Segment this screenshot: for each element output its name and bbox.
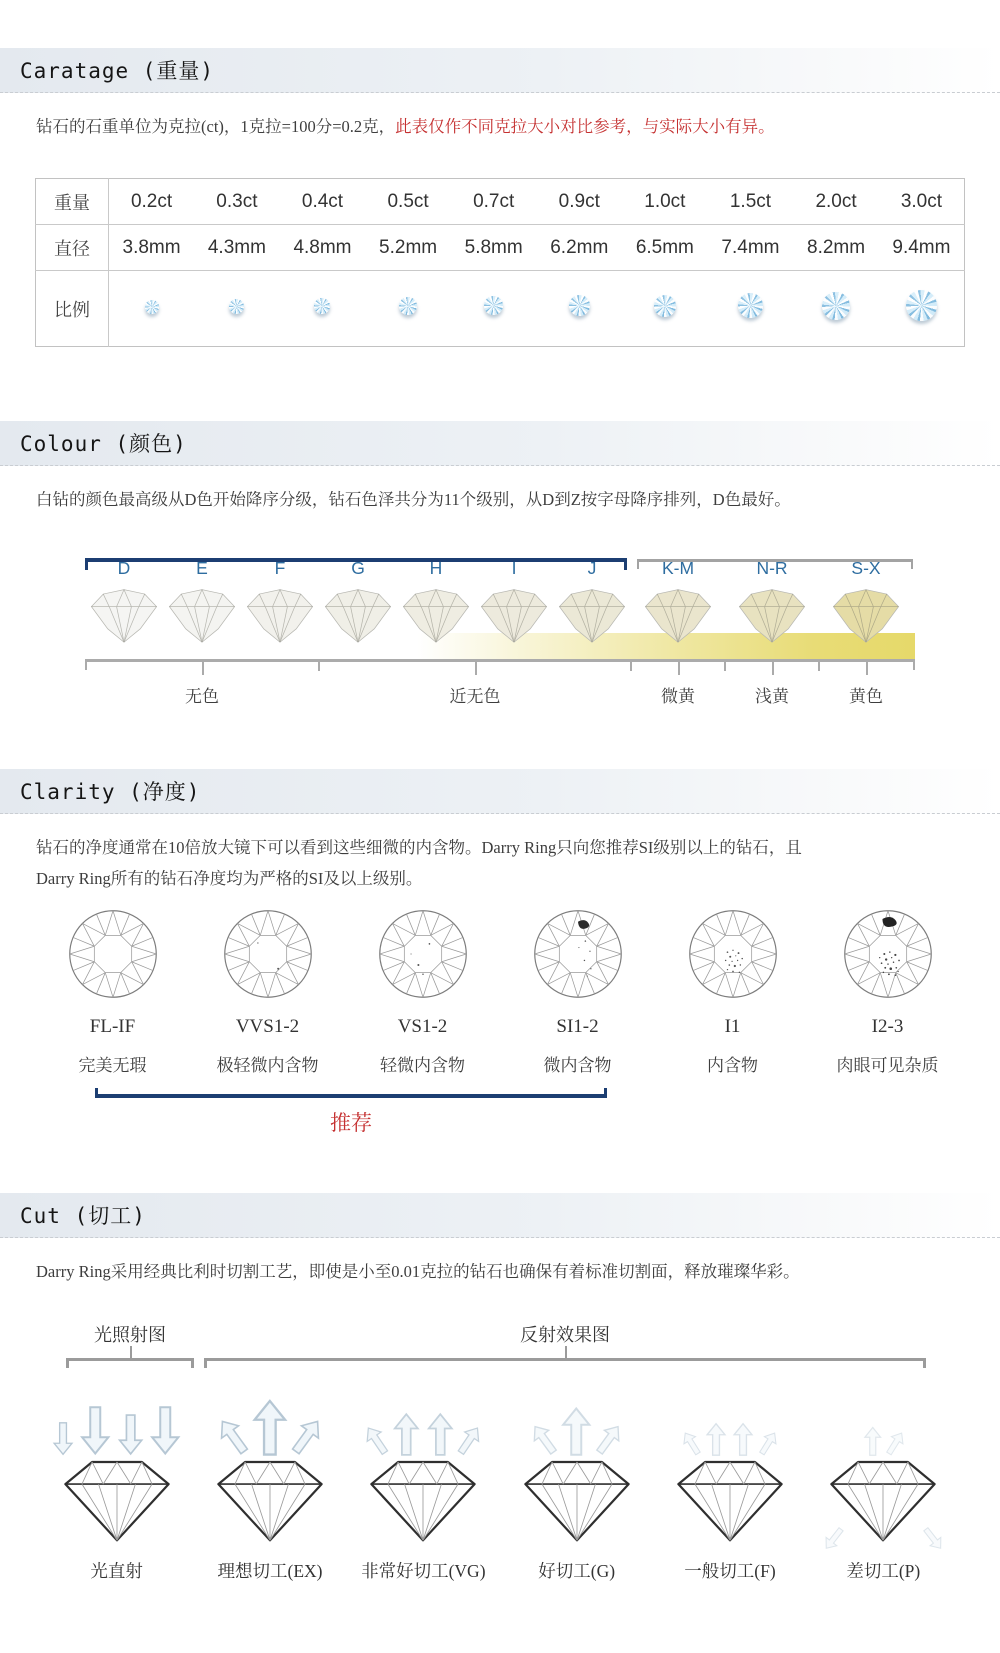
weight-cell: 0.4ct: [301, 190, 344, 212]
grade-letter: K-M: [661, 557, 695, 578]
diamond-icon: [906, 290, 937, 321]
clarity-code: VS1-2: [397, 1016, 448, 1038]
group-label: 浅黄: [725, 662, 819, 707]
diameter-cell: 6.5mm: [635, 236, 694, 258]
weight-cell: 0.2ct: [130, 190, 173, 212]
weight-cell: 1.0ct: [644, 190, 686, 212]
diamond-photo: [829, 587, 903, 647]
up-arrows-icon: [653, 1378, 806, 1456]
colour-group-labels: [85, 662, 915, 707]
diamond-photo: [321, 587, 395, 647]
row-header-weight: 重量: [36, 179, 109, 225]
diamond-icon: [145, 300, 159, 314]
clarity-code: FL-IF: [89, 1016, 136, 1038]
clarity-name: 完美无瑕: [78, 1056, 147, 1076]
diamond-side-view: [57, 1450, 177, 1544]
diameter-cell: 6.2mm: [550, 236, 609, 258]
down-arrows-icon: [40, 1378, 193, 1456]
group-label: 微黄: [631, 662, 725, 707]
clarity-name: 肉眼可见杂质: [836, 1056, 939, 1076]
diamond-photo: [735, 587, 809, 647]
row-header-diameter: 直径: [36, 225, 109, 271]
weight-cell: 2.0ct: [815, 190, 857, 212]
diamond-icon: [399, 297, 417, 315]
colour-scale: [85, 558, 915, 707]
section-title: Colour (颜色): [20, 432, 187, 457]
diameter-cell: 5.2mm: [379, 236, 438, 258]
scale-icon-cell: [109, 271, 195, 347]
clarity-diagram: [687, 908, 779, 1000]
scale-icon-cell: [365, 271, 451, 347]
clarity-grade-vs: [345, 908, 500, 1076]
section-clarity: [0, 769, 1000, 1138]
diamond-photo: [165, 587, 239, 647]
cut-group-brackets: [0, 1314, 1000, 1378]
grade-letter: S-X: [851, 557, 881, 578]
clarity-grade-i23: [810, 908, 965, 1076]
up-arrows-icon: [193, 1378, 346, 1456]
scale-icon-cell: [536, 271, 622, 347]
cut-item-direct-light: [40, 1378, 193, 1583]
cut-grade-label: 光直射: [90, 1560, 143, 1581]
scale-icon-cell: [793, 271, 879, 347]
grade-letter: J: [587, 557, 597, 578]
diameter-cell: 7.4mm: [721, 236, 780, 258]
clarity-intro: 钻石的净度通常在10倍放大镜下可以看到这些细微的内含物。Darry Ring只向您推荐SI级别以上的钻石，且 Darry Ring所有的钻石净度均为严格的SI及以上级别。: [36, 837, 802, 889]
cut-item-very-good: [347, 1378, 500, 1583]
clarity-name: 极轻微内含物: [216, 1056, 319, 1076]
light-incidence-label: 光照射图: [94, 1324, 166, 1345]
diamond-icon: [654, 295, 676, 317]
clarity-name: 轻微内含物: [380, 1056, 465, 1076]
recommend-label: 推荐: [330, 1111, 372, 1136]
clarity-code: I1: [724, 1016, 741, 1038]
clarity-code: VVS1-2: [235, 1016, 300, 1038]
clarity-code: I2-3: [871, 1016, 904, 1038]
diameter-cell: 4.3mm: [207, 236, 266, 258]
clarity-diagram: [532, 908, 624, 1000]
clarity-diagram: [377, 908, 469, 1000]
diamond-icon: [229, 299, 244, 314]
intro-text: 钻石的石重单位为克拉(ct)，1克拉=100分=0.2克，: [36, 117, 396, 136]
intro-warning-text: 此表仅作不同克拉大小对比参考，与实际大小有异。: [395, 117, 775, 136]
clarity-grade-fl-if: [35, 908, 190, 1076]
diamond-photo: [399, 587, 473, 647]
diameter-cell: 3.8mm: [122, 236, 181, 258]
diamond-icon: [484, 296, 503, 315]
weight-cell: 0.7ct: [473, 190, 515, 212]
diameter-cell: 9.4mm: [892, 236, 951, 258]
clarity-code: SI1-2: [556, 1016, 599, 1038]
light-incidence-bracket: [66, 1324, 194, 1368]
scale-icon-cell: [280, 271, 366, 347]
section-header-cut: [0, 1193, 1000, 1238]
section-cut: [0, 1193, 1000, 1582]
clarity-name: 微内含物: [543, 1056, 612, 1076]
colour-grade-diamonds: [85, 579, 915, 647]
weight-cell: 0.3ct: [216, 190, 258, 212]
clarity-grade-i1: [655, 908, 810, 1076]
clarity-diagram: [222, 908, 314, 1000]
clarity-grade-vvs: [190, 908, 345, 1076]
cut-item-excellent: [193, 1378, 346, 1583]
carat-size-table: [35, 178, 965, 347]
section-header-caratage: [0, 48, 1000, 93]
table-row-scale: [36, 271, 965, 347]
clarity-diagram: [842, 908, 934, 1000]
colourless-range-bracket: [85, 558, 627, 570]
group-label: 无色: [85, 662, 319, 707]
section-header-colour: [0, 421, 1000, 466]
weight-cell: 0.9ct: [558, 190, 600, 212]
weight-cell: 0.5ct: [387, 190, 429, 212]
diamond-side-view: [210, 1450, 330, 1544]
cut-intro: Darry Ring采用经典比利时切割工艺，即使是小至0.01克拉的钻石也确保有着标准切割面，释放璀璨华彩。: [36, 1262, 800, 1282]
cut-grade-label: 非常好切工(VG): [361, 1560, 486, 1581]
diamond-side-view: [363, 1450, 483, 1544]
yellow-range-bracket: [637, 559, 913, 569]
colour-intro: 白钻的颜色最高级从D色开始降序分级，钻石色泽共分为11个级别，从D到Z按字母降序排列，D色最好。: [36, 490, 791, 510]
cut-grades-row: [40, 1378, 960, 1583]
grade-letter: H: [429, 557, 443, 578]
cut-grade-label: 理想切工(EX): [217, 1560, 323, 1581]
up-arrows-icon: [807, 1378, 960, 1456]
section-title: Caratage (重量): [20, 59, 215, 83]
cut-item-poor: [807, 1378, 960, 1583]
reflection-effect-bracket: [204, 1324, 926, 1368]
section-caratage: [0, 48, 1000, 347]
cut-grade-label: 一般切工(F): [684, 1560, 776, 1581]
scale-icon-cell: [622, 271, 708, 347]
scale-icon-cell: [194, 271, 280, 347]
diamond-photo: [243, 587, 317, 647]
diamond-icon: [314, 298, 330, 314]
diamond-icon: [569, 295, 590, 316]
group-label: 黄色: [819, 662, 913, 707]
grade-letter: G: [351, 557, 365, 578]
clarity-name: 内含物: [707, 1056, 758, 1076]
diamond-photo: [555, 587, 629, 647]
group-label: 近无色: [319, 662, 631, 707]
table-row-diameter: [36, 225, 965, 271]
up-arrows-icon: [347, 1378, 500, 1456]
cut-grade-label: 好切工(G): [538, 1560, 616, 1581]
section-title: Cut (切工): [20, 1204, 146, 1229]
scale-icon-cell: [451, 271, 537, 347]
recommend-bracket: [95, 1088, 607, 1098]
diamond-photo: [87, 587, 161, 647]
weight-cell: 1.5ct: [729, 190, 772, 212]
diameter-cell: 8.2mm: [807, 236, 866, 258]
caratage-intro: [36, 111, 964, 142]
cut-grade-label: 差切工(P): [846, 1560, 921, 1581]
diamond-icon: [738, 293, 763, 318]
diameter-cell: 4.8mm: [293, 236, 352, 258]
row-header-scale: 比例: [36, 271, 109, 347]
grade-letter: N-R: [756, 557, 788, 578]
scale-icon-cell: [879, 271, 965, 347]
section-header-clarity: [0, 769, 1000, 814]
clarity-diagram: [67, 908, 159, 1000]
weight-cell: 3.0ct: [900, 190, 943, 212]
grade-letter: D: [117, 557, 131, 578]
diamond-icon: [822, 292, 850, 320]
diamond-photo: [477, 587, 551, 647]
diameter-cell: 5.8mm: [464, 236, 523, 258]
cut-item-good: [500, 1378, 653, 1583]
table-row-weight: [36, 179, 965, 225]
clarity-grade-si: [500, 908, 655, 1076]
grade-letter: F: [274, 557, 286, 578]
grade-letter: I: [511, 557, 517, 578]
clarity-grades-row: [35, 908, 965, 1076]
section-colour: [0, 421, 1000, 706]
reflection-effect-label: 反射效果图: [520, 1324, 610, 1345]
up-arrows-icon: [500, 1378, 653, 1456]
diamond-side-view: [670, 1450, 790, 1544]
diamond-side-view: [517, 1450, 637, 1544]
scale-icon-cell: [708, 271, 794, 347]
diamond-photo: [641, 587, 715, 647]
section-title: Clarity (净度): [20, 779, 201, 804]
grade-letter: E: [196, 557, 208, 578]
cut-item-fair: [653, 1378, 806, 1583]
